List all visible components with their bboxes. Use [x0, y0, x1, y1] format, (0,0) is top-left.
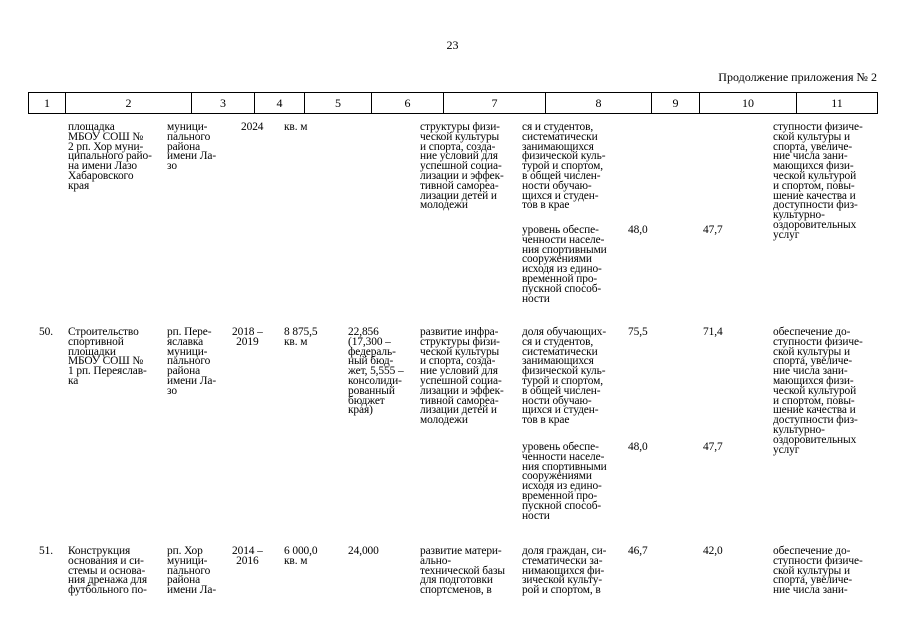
row51-number: 51. [39, 545, 53, 557]
prev-b-value-9: 48,0 [628, 224, 648, 236]
row50-cost: 22,856 (17,300 – федераль- ный бюд- жет, 5,555 – консолиди- рованный бюджет края) [348, 326, 404, 417]
row50-indicator-a: доля обучающих- ся и студентов, систематически занимающихся физической куль- турой и спортом, в общей числен- ности обучаю- щихся и студен- тов в крае [522, 326, 607, 427]
row50-object: Строительство спортивной площадки МБОУ СОШ № 1 рп. Переяслав- ка [68, 326, 147, 387]
header-col-5: 5 [305, 93, 372, 113]
row51-years: 2014 – 2016 [232, 545, 263, 567]
prev-unit: кв. м [284, 121, 308, 133]
prev-location: муници- пального района имени Ла- зо [167, 121, 217, 173]
row51-goal: развитие матери- ально- технической базы для подготовки спортсменов, в [420, 545, 505, 597]
row51-a-value-10: 42,0 [703, 545, 723, 557]
continuation-label: Продолжение приложения № 2 [718, 70, 877, 84]
table-header [28, 92, 878, 114]
prev-years: 2024 [241, 121, 264, 133]
row50-goal: развитие инфра- структуры физи- ческой культуры и спорта, созда- ние условий для успешной социа- лизации и эффек- тивной самореа- лизации детей и молодежи [420, 326, 504, 427]
row51-effect: обеспечение до- ступности физиче- ской культуры и спорта, увеличе- ние числа зани- [773, 545, 863, 597]
row50-capacity: 8 875,5 кв. м [284, 326, 318, 348]
row50-a-value-10: 71,4 [703, 326, 723, 338]
row50-effect: обеспечение до- ступности физиче- ской культуры и спорта, увеличе- ние числа зани- мающихся физи- ческой культурой и спортом, повы- шение качества и доступности физ- культурно- оздоровительных услуг [773, 326, 863, 456]
row51-indicator-a: доля граждан, си- стематически за- нимающихся фи- зической культу- рой и спортом, в [522, 545, 607, 597]
prev-b-value-10: 47,7 [703, 224, 723, 236]
page-number: 23 [446, 38, 459, 52]
row51-object: Конструкция основания и си- стемы и основа- ния дренажа для футбольного по- [68, 545, 147, 597]
prev-indicator-a: ся и студентов, систематически занимающихся физической куль- турой и спортом, в общей числен- ности обучаю- щихся и студен- тов в крае [522, 121, 606, 212]
row50-b-value-10: 47,7 [703, 441, 723, 453]
header-col-10: 10 [700, 93, 797, 113]
header-col-1: 1 [29, 93, 66, 113]
header-col-3: 3 [192, 93, 255, 113]
row50-b-value-9: 48,0 [628, 441, 648, 453]
header-col-4: 4 [255, 93, 305, 113]
header-col-6: 6 [372, 93, 444, 113]
row50-a-value-9: 75,5 [628, 326, 648, 338]
prev-goal: структуры физи- ческой культуры и спорта, созда- ние условий для успешной социа- лизации и эффек- тивной самореа- лизации детей и молодежи [420, 121, 504, 212]
row50-number: 50. [39, 326, 53, 338]
row50-indicator-b: уровень обеспе- ченности населе- ния спортивными сооружениями исходя из едино- временной про- пускной способ- ности [522, 441, 607, 522]
row50-years: 2018 – 2019 [232, 326, 263, 348]
row50-location: рп. Пере- яславка муници- пального района имени Ла- зо [167, 326, 217, 397]
prev-object: площадка МБОУ СОШ № 2 рп. Хор муни- ципального райо- на имени Лазо Хабаровского края [68, 121, 152, 192]
prev-indicator-b: уровень обеспе- ченности населе- ния спортивными сооружениями исходя из едино- временной про- пускной способ- ности [522, 224, 607, 305]
prev-effect: ступности физиче- ской культуры и спорта, увеличе- ние числа зани- мающихся физи- ческой культурой и спортом, повы- шение качества и доступности физ- культурно- оздоровительных услуг [773, 121, 863, 241]
header-col-2: 2 [66, 93, 192, 113]
row51-a-value-9: 46,7 [628, 545, 648, 557]
row51-location: рп. Хор муници- пального района имени Ла- [167, 545, 217, 597]
header-col-11: 11 [831, 96, 843, 110]
row51-cost: 24,000 [348, 545, 379, 557]
header-col-8: 8 [546, 93, 652, 113]
row51-capacity: 6 000,0 кв. м [284, 545, 318, 567]
header-col-7: 7 [444, 93, 546, 113]
header-col-9: 9 [652, 93, 700, 113]
